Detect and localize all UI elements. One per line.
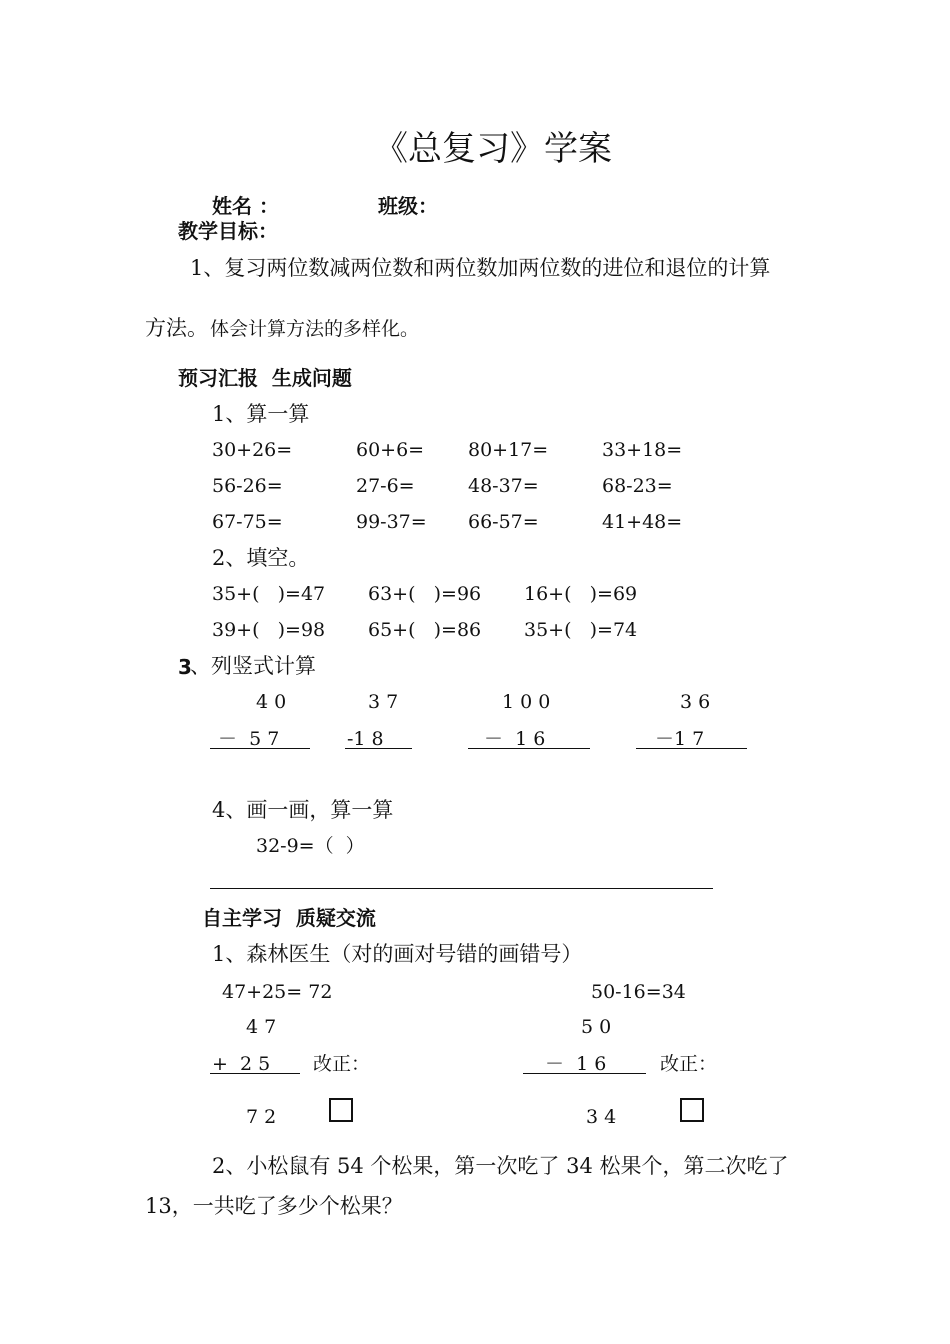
check-right-top: 5 0 <box>581 1016 612 1038</box>
check-right-result: 3 4 <box>586 1106 617 1128</box>
objective-line-1: 1、复习两位数减两位数和两位数加两位数的进位和退位的计算 <box>190 256 771 280</box>
q3-label: 、列竖式计算 <box>190 654 316 678</box>
check-right-fix-label: 改正： <box>660 1053 718 1075</box>
calc-1-2: 60+6= <box>356 439 425 461</box>
drawing-line <box>210 888 713 889</box>
calc-2-4: 68-23= <box>602 475 673 497</box>
check-right-expression: 50-16=34 <box>591 981 686 1003</box>
doctor-label: 1、森林医生（对的画对号错的画错号） <box>212 942 583 966</box>
vertical-3-top: 1 0 0 <box>502 691 551 713</box>
calc-1-4: 33+18= <box>602 439 683 461</box>
q1-label: 1、算一算 <box>212 402 310 426</box>
section2-heading: 自主学习 质疑交流 <box>202 906 376 930</box>
objectives-heading: 教学目标： <box>178 219 278 243</box>
vertical-2-top: 3 7 <box>368 691 399 713</box>
check-right-box[interactable] <box>680 1098 704 1122</box>
q3-number: 3 <box>178 655 192 679</box>
vertical-3-bottom: － 1 6 <box>484 728 546 750</box>
calc-2-1: 56-26= <box>212 475 283 497</box>
check-left-expression: 47+25= 72 <box>222 981 333 1003</box>
check-left-fix-label: 改正： <box>313 1053 371 1075</box>
vertical-1-rule <box>210 748 310 749</box>
word-problem-line-1: 2、小松鼠有 54 个松果，第一次吃了 34 松果个，第二次吃了 <box>212 1154 789 1178</box>
fill-1-2: 63+( )=96 <box>368 583 482 605</box>
vertical-2-bottom: -1 8 <box>347 728 384 750</box>
vertical-2-rule <box>345 748 412 749</box>
check-right-bottom: － 1 6 <box>545 1053 607 1075</box>
q4-expression: 32-9=（ ） <box>256 835 365 857</box>
objective-line-2a: 方法。 <box>145 316 208 340</box>
check-left-bottom: + 2 5 <box>212 1053 271 1075</box>
calc-1-3: 80+17= <box>468 439 549 461</box>
fill-1-3: 16+( )=69 <box>524 583 638 605</box>
check-right-rule <box>523 1073 646 1074</box>
section1-heading: 预习汇报 生成问题 <box>178 366 352 390</box>
vertical-4-top: 3 6 <box>680 691 711 713</box>
page-title: 《总复习》学案 <box>374 129 612 169</box>
calc-3-1: 67-75= <box>212 511 283 533</box>
check-left-top: 4 7 <box>246 1016 277 1038</box>
fill-1-1: 35+( )=47 <box>212 583 326 605</box>
fill-2-3: 35+( )=74 <box>524 619 638 641</box>
name-label: 姓名 ： <box>212 194 279 218</box>
fill-2-1: 39+( )=98 <box>212 619 326 641</box>
vertical-4-rule <box>636 748 747 749</box>
fill-2-2: 65+( )=86 <box>368 619 482 641</box>
check-left-box[interactable] <box>329 1098 353 1122</box>
vertical-1-top: 4 0 <box>256 691 287 713</box>
calc-3-2: 99-37= <box>356 511 427 533</box>
calc-3-3: 66-57= <box>468 511 539 533</box>
calc-2-3: 48-37= <box>468 475 539 497</box>
calc-1-1: 30+26= <box>212 439 293 461</box>
vertical-4-bottom: －1 7 <box>655 728 705 750</box>
check-left-rule <box>210 1073 300 1074</box>
class-label: 班级： <box>378 194 438 218</box>
q4-label: 4、画一画，算一算 <box>212 798 394 822</box>
calc-2-2: 27-6= <box>356 475 415 497</box>
calc-3-4: 41+48= <box>602 511 683 533</box>
word-problem-line-2: 13，一共吃了多少个松果？ <box>145 1194 403 1218</box>
vertical-1-bottom: － 5 7 <box>218 728 280 750</box>
q2-label: 2、填空。 <box>212 546 310 570</box>
check-left-result: 7 2 <box>246 1106 277 1128</box>
vertical-3-rule <box>468 748 590 749</box>
objective-line-2b: 体会计算方法的多样化。 <box>210 318 420 340</box>
